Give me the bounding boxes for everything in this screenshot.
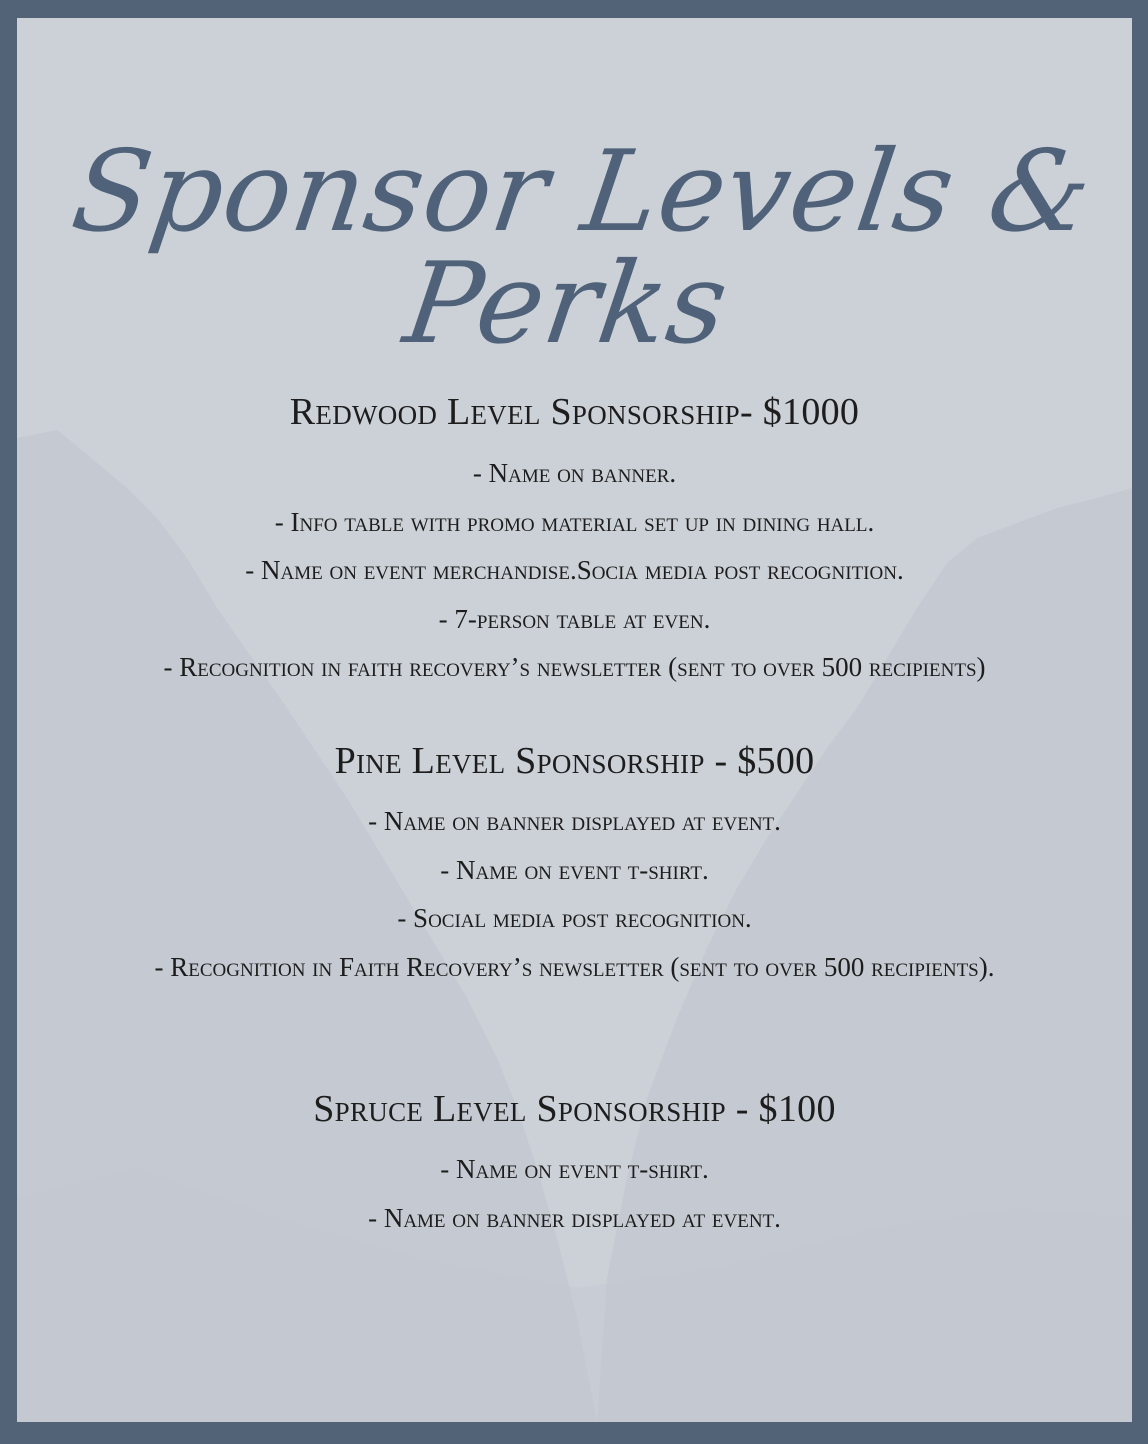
- pine-level-section: [17, 739, 1132, 991]
- redwood-perk-item: - Name on banner.: [472, 458, 677, 488]
- redwood-perks-list: [17, 449, 1132, 692]
- redwood-level-heading: Redwood Level Sponsorship- $1000: [289, 391, 860, 433]
- pine-perk-item: - Social media post recognition.: [397, 903, 752, 933]
- pine-perk-item: - Recognition in Faith Recovery’s newsletter (sent to over 500 recipients).: [154, 951, 995, 982]
- page-title: Sponsor Levels & Perks: [64, 127, 1100, 369]
- pine-level-heading: Pine Level Sponsorship - $500: [334, 740, 815, 782]
- spruce-perk-item: - Name on banner displayed at event.: [368, 1202, 781, 1233]
- redwood-perk-item: - Name on event merchandise.Socia media post recognition.: [245, 555, 904, 585]
- flyer-panel: [17, 18, 1132, 1422]
- redwood-perk-item: - Info table with promo material set up in dining hall.: [274, 506, 875, 537]
- spruce-perk-item: - Name on event t-shirt.: [440, 1154, 709, 1184]
- spruce-level-heading: Spruce Level Sponsorship - $100: [313, 1088, 836, 1130]
- spruce-perks-list: [17, 1145, 1132, 1242]
- redwood-level-section: [17, 390, 1132, 692]
- pine-perk-item: - Name on event t-shirt.: [440, 854, 709, 885]
- redwood-perk-item: - 7-person table at even.: [438, 603, 711, 634]
- redwood-perk-item: - Recognition in faith recovery’s newsletter (sent to over 500 recipients): [163, 652, 986, 682]
- spruce-level-section: [17, 1087, 1132, 1242]
- pine-perk-item: - Name on banner displayed at event.: [368, 806, 781, 836]
- pine-perks-list: [17, 797, 1132, 991]
